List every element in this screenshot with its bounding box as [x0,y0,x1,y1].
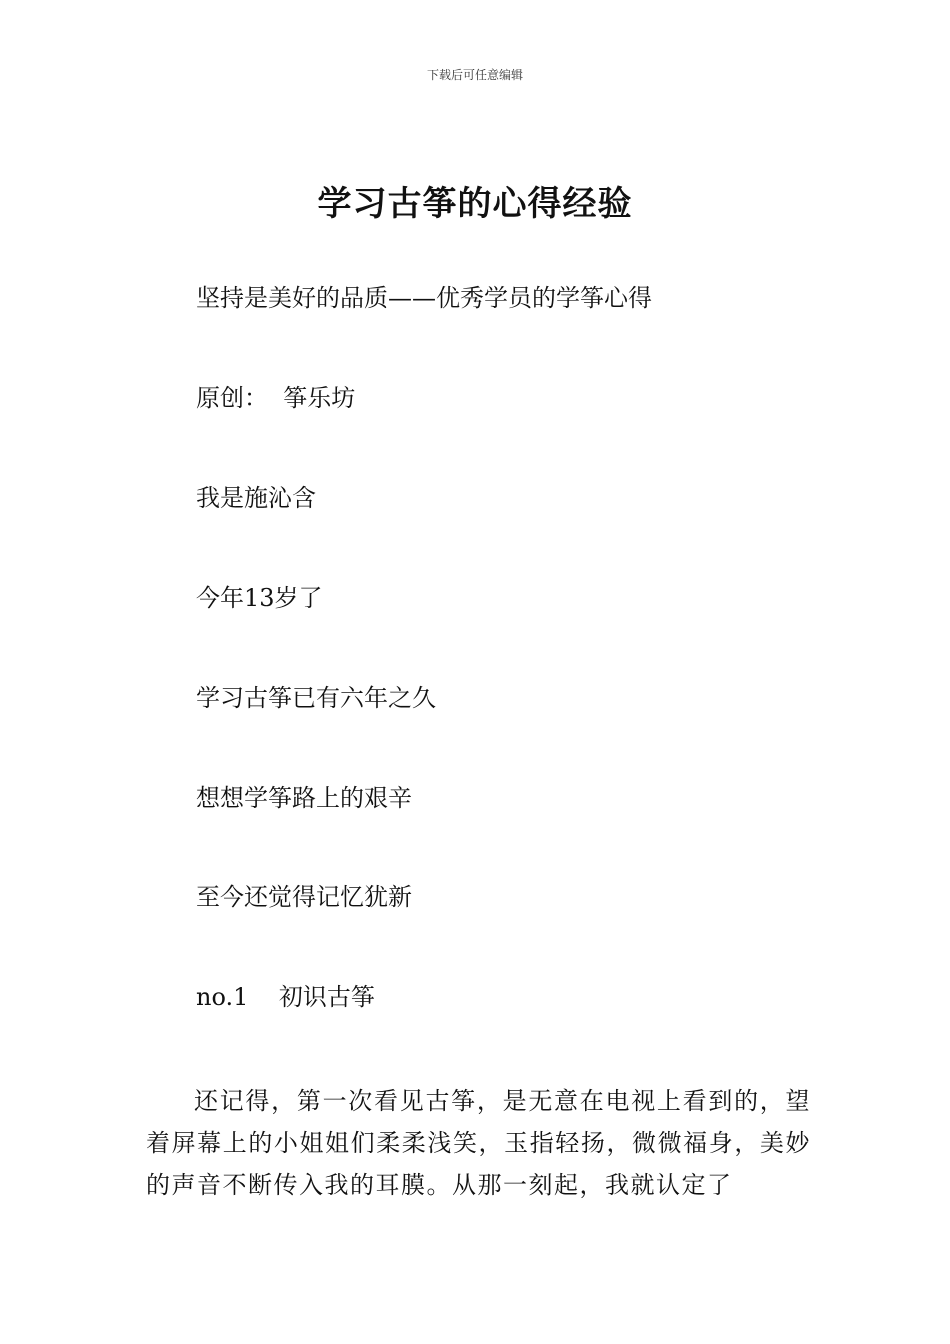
text-line: 今年13岁了 [196,584,323,612]
header-note: 下载后可任意编辑 [426,68,523,82]
text-line: 学习古筝已有六年之久 [196,684,436,712]
text-line: 想想学筝路上的艰辛 [196,784,412,812]
section-heading: no.1 初识古筝 [196,983,375,1011]
text-line: 我是施沁含 [196,484,316,512]
text-line: 至今还觉得记忆犹新 [196,883,412,911]
subtitle-line: 坚持是美好的品质——优秀学员的学筝心得 [196,284,652,312]
document-title: 学习古筝的心得经验 [317,184,633,224]
author-line: 原创： 筝乐坊 [196,384,356,412]
body-paragraph: 还记得，第一次看见古筝，是无意在电视上看到的，望着屏幕上的小姐姐们柔柔浅笑，玉指轻扬，微微福身，美妙的声音不断传入我的耳膜。从那一刻起，我就认定了 [146,1087,811,1199]
